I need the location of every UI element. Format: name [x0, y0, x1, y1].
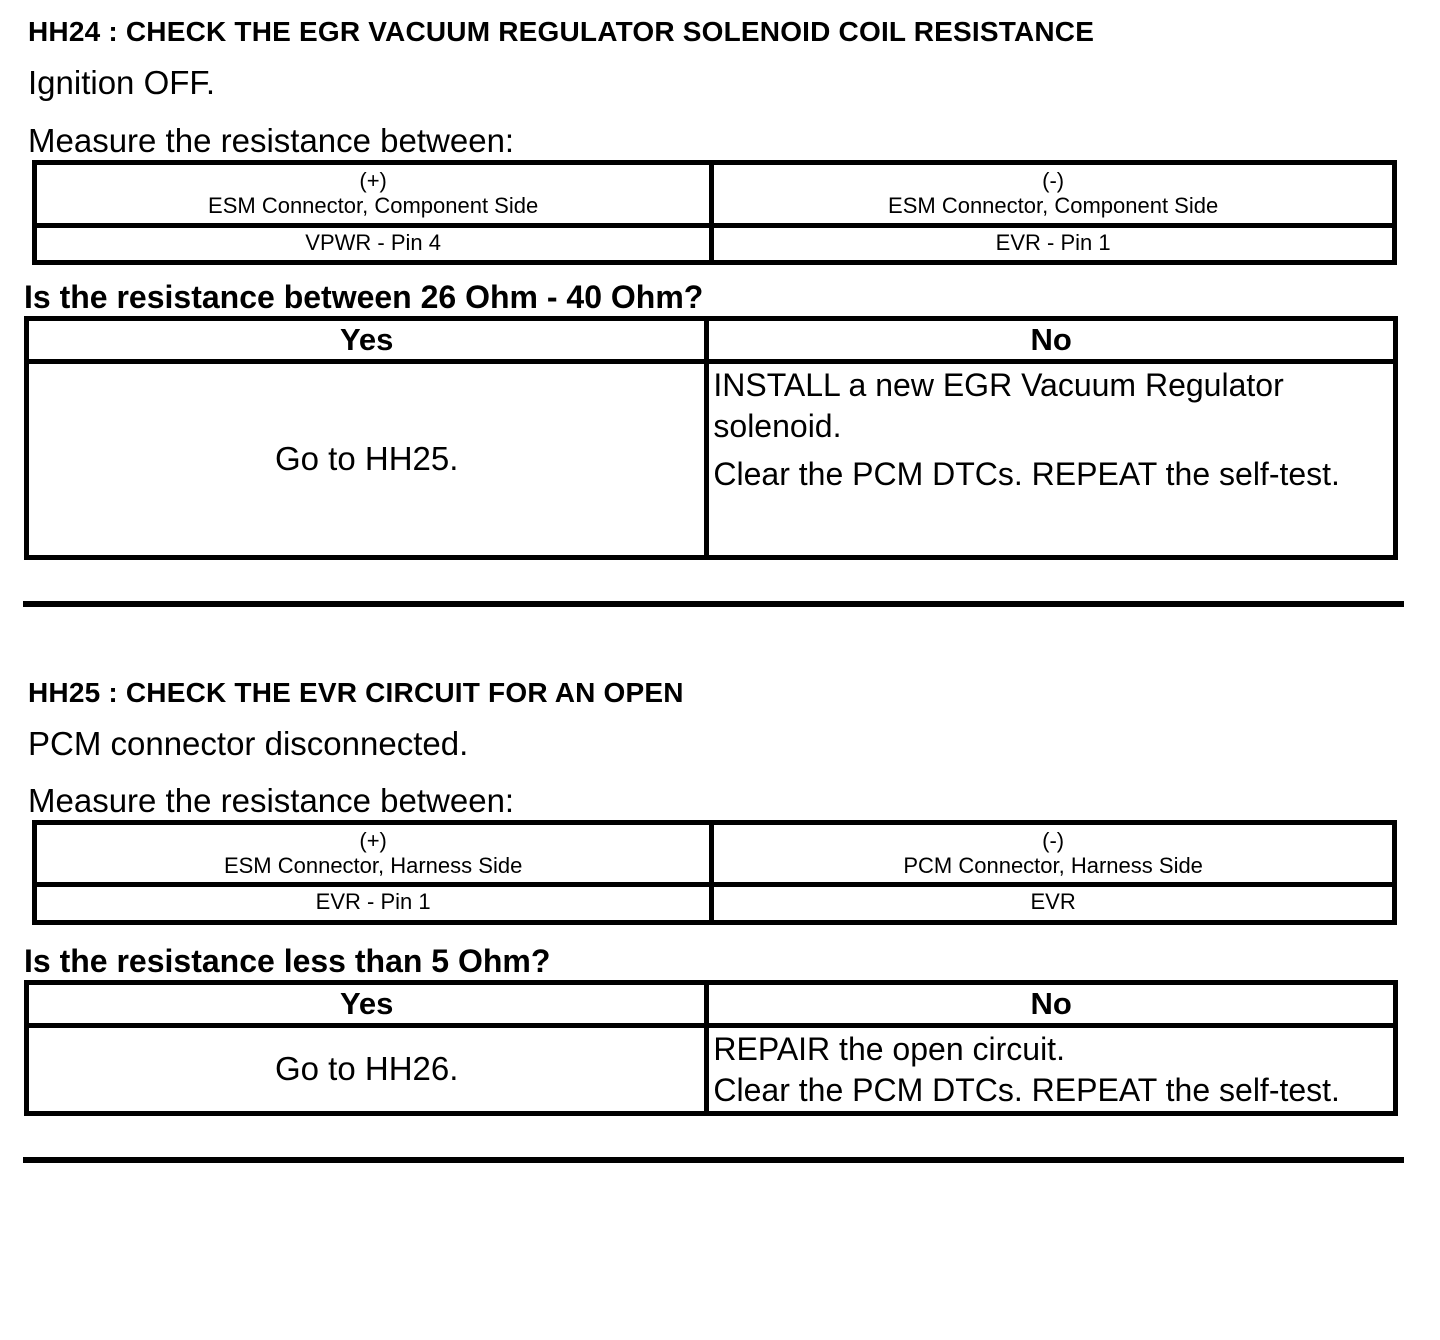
no-action-line: Clear the PCM DTCs. REPEAT the self-test. — [713, 455, 1340, 492]
no-header: No — [707, 982, 1396, 1025]
no-action-cell — [707, 361, 1396, 557]
no-action-cell — [707, 1025, 1396, 1113]
polarity-positive-label: (+) — [359, 827, 387, 853]
yes-header: Yes — [27, 982, 707, 1025]
section-divider-rule — [23, 601, 1404, 607]
measurement-header-row — [35, 163, 1395, 226]
decision-action-row — [27, 361, 1396, 557]
step-heading: HH24 : CHECK THE EGR VACUUM REGULATOR SOLENOID COIL RESISTANCE — [28, 16, 1095, 47]
polarity-negative-label: (-) — [1042, 168, 1065, 194]
decision-table — [24, 980, 1398, 1116]
pin-negative-cell: EVR — [712, 885, 1395, 922]
pin-positive-cell: EVR - Pin 1 — [35, 885, 712, 922]
pin-negative-cell: EVR - Pin 1 — [712, 225, 1395, 262]
section-divider-rule — [23, 1157, 1404, 1163]
measurement-pin-row — [35, 225, 1395, 262]
decision-table — [24, 316, 1398, 560]
no-action-line: Clear the PCM DTCs. REPEAT the self-test. — [713, 1071, 1340, 1108]
yes-action-cell: Go to HH26. — [27, 1025, 707, 1113]
decision-header-row — [27, 982, 1396, 1025]
connector-positive-label: ESM Connector, Component Side — [208, 193, 539, 219]
instruction-line: Measure the resistance between: — [28, 122, 515, 160]
connector-negative-label: ESM Connector, Component Side — [888, 193, 1219, 219]
polarity-negative-label: (-) — [1042, 827, 1065, 853]
connector-negative-label: PCM Connector, Harness Side — [903, 853, 1203, 879]
connector-positive-label: ESM Connector, Harness Side — [223, 853, 523, 879]
measurement-pin-row — [35, 885, 1395, 922]
measurement-table — [32, 160, 1397, 265]
question-text: Is the resistance less than 5 Ohm? — [24, 942, 551, 979]
pin-positive-cell: VPWR - Pin 4 — [35, 225, 712, 262]
measurement-header-row — [35, 822, 1395, 885]
no-action-line: INSTALL a new EGR Vacuum Regulator solenoid. — [713, 366, 1284, 444]
pinpoint-test-step-hh24 — [0, 16, 1440, 607]
measurement-header-positive — [35, 163, 712, 226]
polarity-positive-label: (+) — [359, 168, 387, 194]
yes-header: Yes — [27, 318, 707, 361]
instruction-line: PCM connector disconnected. — [28, 724, 469, 762]
question-text: Is the resistance between 26 Ohm - 40 Ohm? — [24, 278, 704, 315]
pinpoint-test-step-hh25 — [0, 677, 1440, 1163]
no-header: No — [707, 318, 1396, 361]
decision-header-row — [27, 318, 1396, 361]
measurement-header-negative — [712, 163, 1395, 226]
yes-action-cell: Go to HH25. — [27, 361, 707, 557]
measurement-header-negative — [712, 822, 1395, 885]
instruction-line: Ignition OFF. — [28, 64, 216, 102]
no-action-line: REPAIR the open circuit. — [713, 1030, 1065, 1067]
decision-action-row — [27, 1025, 1396, 1113]
measurement-table — [32, 820, 1397, 925]
step-heading: HH25 : CHECK THE EVR CIRCUIT FOR AN OPEN — [28, 676, 684, 708]
measurement-header-positive — [35, 822, 712, 885]
instruction-line: Measure the resistance between: — [28, 781, 515, 819]
